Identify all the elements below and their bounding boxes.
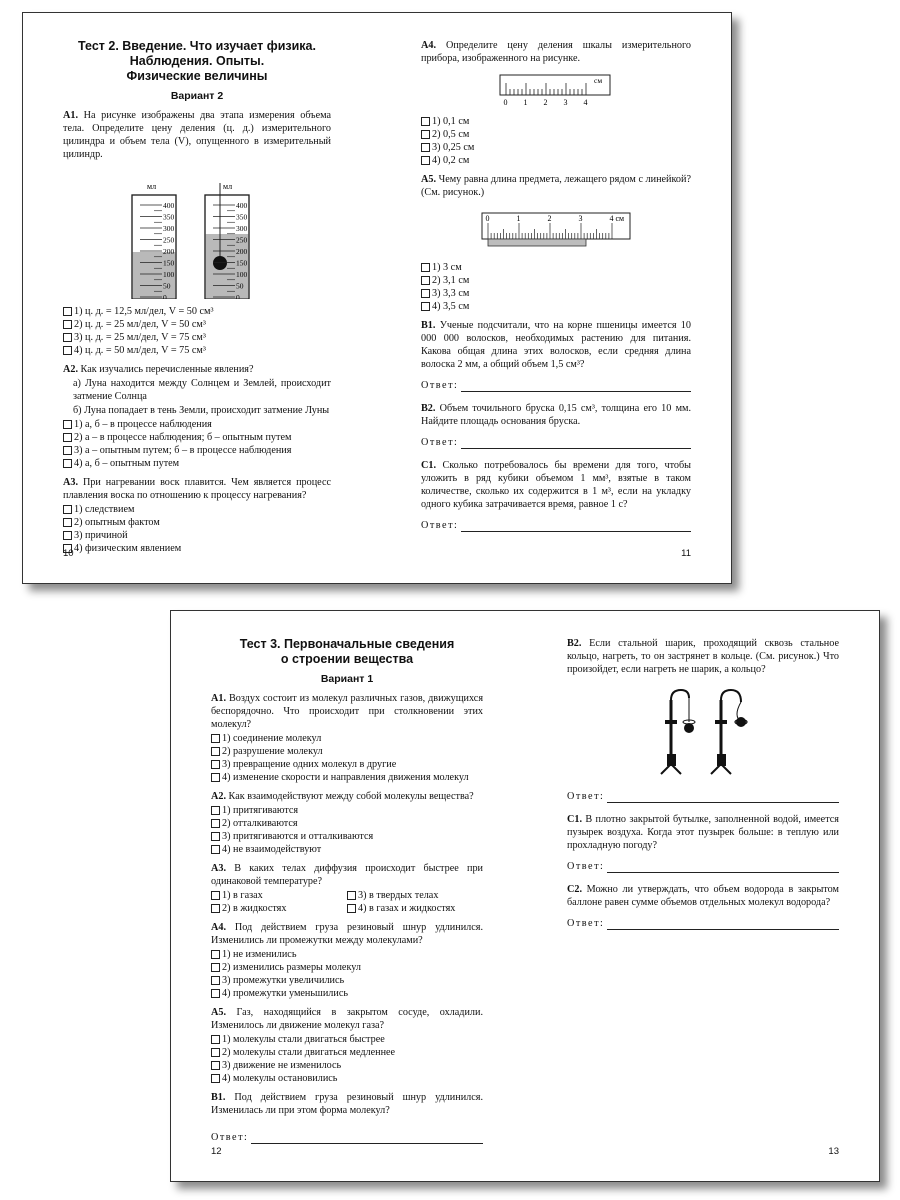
checkbox[interactable] <box>347 904 356 913</box>
checkbox[interactable] <box>211 989 220 998</box>
variant-label: Вариант 1 <box>320 673 374 685</box>
option-a4-3[interactable]: 3) промежутки увеличились <box>211 974 483 987</box>
cylinder-tick-label: 250 <box>236 235 248 245</box>
checkbox[interactable] <box>211 976 220 985</box>
question-c1: С1. В плотно закрытой бутылке, заполненной водой, имеется пузырек воздуха. Когда этот пузырек больше: в теплую или прохладную погоду? Ответ: <box>567 814 839 872</box>
option-a5-3[interactable]: 3) движение не изменилось <box>211 1059 483 1072</box>
cylinder-before <box>132 182 176 299</box>
option-a3-2[interactable]: 2) опытным фактом <box>63 516 331 529</box>
option-a1-2[interactable]: 2) разрушение молекул <box>211 745 483 758</box>
cylinder-tick-label: 300 <box>236 224 248 233</box>
checkbox[interactable] <box>63 531 72 540</box>
question-c2: С2. Можно ли утверждать, что объем водорода в закрытом баллоне равен сумме объемов отдельных молекул водорода? Ответ: <box>567 884 840 929</box>
checkbox[interactable] <box>211 747 220 756</box>
option-a4-4[interactable]: 4) промежутки уменьшились <box>211 987 483 1000</box>
option-a5-2[interactable]: 2) молекулы стали двигаться медленнее <box>211 1046 483 1059</box>
checkbox[interactable] <box>211 904 220 913</box>
question-a4: А4. Под действием груза резиновый шнур удлинился. Изменились ли промежутки между молекулами? 1) не изменились 2) изменились размеры молекул 3) промежутки увеличились 4) промежутки уменьшились <box>211 922 483 999</box>
variant-label: Вариант 2 <box>170 90 224 102</box>
checkbox[interactable] <box>211 819 220 828</box>
option-a4-1[interactable]: 1) 0,1 см <box>421 115 691 128</box>
stand-ball-through-ring <box>661 690 695 774</box>
option-a4-1[interactable]: 1) не изменились <box>211 948 483 961</box>
option-a1-3[interactable]: 3) превращение одних молекул в другие <box>211 758 483 771</box>
cylinder-tick-label: 100 <box>163 270 175 279</box>
cylinder-tick-label: 50 <box>163 281 171 291</box>
question-a3: А3. В каких телах диффузия происходит быстрее при одинаковой температуре? 1) в газах 3) в твердых телах 2) в жидкостях 4) в газах и жидкостях <box>211 863 483 914</box>
option-a5-1[interactable]: 1) молекулы стали двигаться быстрее <box>211 1033 483 1046</box>
cylinder-tick-label: 50 <box>236 281 244 291</box>
cylinder-tick-label: 400 <box>163 201 175 210</box>
checkbox[interactable] <box>211 891 220 900</box>
checkbox[interactable] <box>211 950 220 959</box>
checkbox[interactable] <box>421 156 430 165</box>
measuring-cylinders-figure <box>117 167 277 299</box>
question-a1: А1. Воздух состоит из молекул различных газов, движущихся беспорядочно. Что происходит при столкновении этих молекул? 1) соединение молекул 2) разрушение молекул 3) превращение одних молекул в другие 4) изменение скорости и направления движения молекул <box>211 693 484 783</box>
page-12 <box>211 637 483 1150</box>
checkbox[interactable] <box>421 130 430 139</box>
question-a4: А4. Определите цену деления шкалы измерительного прибора, изображенного на рисунке. см 0 1 2 3 4 1) 0,1 см 2) 0,5 см 3) 0,25 см 4) 0,2 см <box>421 40 692 166</box>
option-a1-1[interactable]: 1) соединение молекул <box>211 732 483 745</box>
checkbox[interactable] <box>421 263 430 272</box>
option-a1-4[interactable]: 4) изменение скорости и направления движения молекул <box>211 771 483 784</box>
answer-field-c1[interactable]: Ответ: <box>567 860 839 873</box>
scale-tick-label: 3 <box>563 98 568 107</box>
option-a3-4[interactable]: 4) физическим явлением <box>63 542 331 555</box>
option-a5-1[interactable]: 1) 3 см <box>421 261 691 274</box>
checkbox[interactable] <box>421 302 430 311</box>
option-a2-3[interactable]: 3) а – опытным путем; б – в процессе наблюдения <box>63 444 331 457</box>
option-a4-2[interactable]: 2) изменились размеры молекул <box>211 961 483 974</box>
checkbox[interactable] <box>63 505 72 514</box>
option-a1-4[interactable]: 4) ц. д. = 50 мл/дел, V = 75 см³ <box>63 344 331 357</box>
ruler-tick-label: 2 <box>547 214 552 223</box>
checkbox[interactable] <box>421 276 430 285</box>
svg-text:мл: мл <box>223 182 233 191</box>
cylinder-tick-label: 100 <box>236 270 248 279</box>
question-b1: В1. Под действием груза резиновый шнур удлинился. Изменилась ли при этом форма молекул? Ответ: <box>211 1092 483 1143</box>
checkbox[interactable] <box>421 289 430 298</box>
cylinder-tick-label: 150 <box>236 258 248 268</box>
checkbox[interactable] <box>347 891 356 900</box>
answer-field-b2[interactable]: Ответ: <box>567 790 839 803</box>
option-a5-3[interactable]: 3) 3,3 см <box>421 287 691 300</box>
answer-field-c2[interactable]: Ответ: <box>567 917 839 930</box>
ruler-tick-label: 4 см <box>609 214 625 223</box>
option-a2-1[interactable]: 1) притягиваются <box>211 804 483 817</box>
book-spread-test-3 <box>170 610 880 1182</box>
option-a1-2[interactable]: 2) ц. д. = 25 мл/дел, V = 50 см³ <box>63 318 331 331</box>
answer-field-b1[interactable]: Ответ: <box>421 379 691 392</box>
cylinder-tick-label: 200 <box>236 247 248 256</box>
option-a2-2[interactable]: 2) отталкиваются <box>211 817 483 830</box>
page-number: 12 <box>211 1146 222 1157</box>
option-a1-3[interactable]: 3) ц. д. = 25 мл/дел, V = 75 см³ <box>63 331 331 344</box>
page-10 <box>63 39 331 561</box>
ruler-tick-label: 1 <box>516 214 521 223</box>
measured-object <box>488 239 586 246</box>
checkbox[interactable] <box>211 760 220 769</box>
question-c1: С1. Сколько потребовалось бы времени для того, чтобы уложить в ряд кубики объемом 1 мм³, взятые в таком количестве, сколько их содержится в 1 м³, если на укладку одного кубика затрачивается время, равное 1 с? Ответ: <box>421 460 692 531</box>
cylinder-tick-label: 200 <box>163 247 175 256</box>
test-3-title: Тест 3. Первоначальные сведения о строении вещества <box>239 637 455 666</box>
cylinder-tick-label: 350 <box>236 212 248 222</box>
question-b2: В2. Если стальной шарик, проходящий сквозь стальное кольцо, нагреть, то он застрянет в кольце. (См. рисунок.) Что произойдет, если нагреть не шарик, а кольцо? Ответ: <box>567 638 839 802</box>
cylinder-tick-label: 250 <box>163 235 175 245</box>
option-a4-4[interactable]: 4) 0,2 см <box>421 154 691 167</box>
checkbox[interactable] <box>211 806 220 815</box>
cylinder-tick-label: 0 <box>236 293 240 299</box>
ruler-figure <box>476 205 636 255</box>
stand-ball-stuck-in-ring <box>711 690 747 774</box>
checkbox[interactable] <box>211 963 220 972</box>
option-a3-1[interactable]: 1) следствием <box>63 503 331 516</box>
checkbox[interactable] <box>63 333 72 342</box>
ruler-tick-label: 3 <box>578 214 583 223</box>
question-b2: В2. Объем точильного бруска 0,15 см³, толщина его 10 мм. Найдите площадь основания бруска. Ответ: <box>421 403 692 448</box>
page-number: 13 <box>828 1146 839 1157</box>
checkbox[interactable] <box>211 1035 220 1044</box>
option-a2-4[interactable]: 4) не взаимодействуют <box>211 843 483 856</box>
question-a2: А2. Как взаимодействуют между собой молекулы вещества? 1) притягиваются 2) отталкиваются 3) притягиваются и отталкиваются 4) не взаимодействуют <box>211 790 483 856</box>
option-a3-3[interactable]: 3) причиной <box>63 529 331 542</box>
ball-and-ring-figure <box>633 682 773 782</box>
book-spread-test-2 <box>22 12 732 584</box>
option-a2-4[interactable]: 4) а, б – опытным путем <box>63 457 331 470</box>
checkbox[interactable] <box>211 1074 220 1083</box>
checkbox[interactable] <box>421 143 430 152</box>
option-a3-4[interactable]: 4) в газах и жидкостях <box>347 902 483 915</box>
scale-tick-label: 1 <box>523 98 528 107</box>
cylinder-tick-label: 0 <box>163 293 167 299</box>
checkbox[interactable] <box>63 320 72 329</box>
checkbox[interactable] <box>63 433 72 442</box>
checkbox[interactable] <box>211 845 220 854</box>
answer-field-c1[interactable]: Ответ: <box>421 519 691 532</box>
answer-field-b2[interactable]: Ответ: <box>421 436 691 449</box>
option-a3-3[interactable]: 3) в твердых телах <box>347 889 483 902</box>
option-a5-4[interactable]: 4) 3,5 см <box>421 300 691 313</box>
checkbox[interactable] <box>211 832 220 841</box>
answer-field-b1[interactable]: Ответ: <box>211 1131 483 1144</box>
checkbox[interactable] <box>63 346 72 355</box>
checkbox[interactable] <box>63 420 72 429</box>
page-number: 10 <box>63 548 74 559</box>
checkbox[interactable] <box>63 518 72 527</box>
svg-text:мл: мл <box>147 182 157 191</box>
question-a2: А2. Как изучались перечисленные явления? а) Луна находится между Солнцем и Землей, происходит затмение Солнца б) Луна попадает в тень Земли, происходит затмение Луны 1) а, б – в процессе наблюдения 2) а – в процессе наблюдения; б – опытным путем 3) а – опытным путем; б – в процессе наблюдения 4) а, б – опытным путем <box>63 364 331 469</box>
checkbox[interactable] <box>421 117 430 126</box>
question-a1: А1. На рисунке изображены два этапа измерения объема тела. Определите цену деления (ц. д.) измерительного цилиндра и объем тела (V), опущенного в измерительный цилиндр. мл 400 350 300 250 200 150 100 50 0 мл 400 350 300 250 200 150 100 50 0 1) ц. д. = 12,5 мл/дел, V = 50 см³ 2) ц. д. = 25 мл/дел, V = 50 см³ 3) ц. д. = 25 мл/дел, V = 75 см³ 4) ц. д. = 50 мл/дел, V = 75 см³ <box>63 110 331 356</box>
checkbox[interactable] <box>63 446 72 455</box>
test-2-title: Тест 2. Введение. Что изучает физика. Наблюдения. Опыты. Физические величины <box>78 39 316 83</box>
option-a5-2[interactable]: 2) 3,1 см <box>421 274 691 287</box>
checkbox[interactable] <box>211 734 220 743</box>
option-a4-2[interactable]: 2) 0,5 см <box>421 128 691 141</box>
page-11 <box>421 39 691 538</box>
page-13 <box>567 637 839 936</box>
checkbox[interactable] <box>211 1061 220 1070</box>
question-a5: А5. Газ, находящийся в закрытом сосуде, охладили. Изменилось ли движение молекул газа? 1) молекулы стали двигаться быстрее 2) молекулы стали двигаться медленнее 3) движение не изменилось 4) молекулы остановились <box>211 1007 483 1084</box>
option-a1-1[interactable]: 1) ц. д. = 12,5 мл/дел, V = 50 см³ <box>63 305 331 318</box>
ruler-tick-label: 0 <box>485 214 490 223</box>
option-a2-1[interactable]: 1) а, б – в процессе наблюдения <box>63 418 331 431</box>
svg-text:см: см <box>594 76 603 85</box>
option-a2-3[interactable]: 3) притягиваются и отталкиваются <box>211 830 483 843</box>
scale-tick-label: 2 <box>543 98 548 107</box>
question-b1: В1. Ученые подсчитали, что на корне пшеницы имеется 10 000 000 волосков, необходимых растению для питания. Какова общая длина этих волосков, если средняя длина волоска 2 мм, а общий объем 1,5 см³? Ответ: <box>421 320 691 391</box>
cylinder-tick-label: 300 <box>163 224 175 233</box>
checkbox[interactable] <box>211 773 220 782</box>
cylinder-after <box>205 182 249 299</box>
checkbox[interactable] <box>211 1048 220 1057</box>
option-a3-2[interactable]: 2) в жидкостях <box>211 902 347 915</box>
scale-tick-label: 0 <box>503 98 508 107</box>
option-a4-3[interactable]: 3) 0,25 см <box>421 141 691 154</box>
question-a3: А3. При нагревании воск плавится. Чем является процесс плавления воска по отношению к процессу нагревания? 1) следствием 2) опытным фактом 3) причиной 4) физическим явлением <box>63 477 332 554</box>
option-a5-4[interactable]: 4) молекулы остановились <box>211 1072 483 1085</box>
scale-tick-label: 4 <box>583 98 588 107</box>
question-a5: А5. Чему равна длина предмета, лежащего рядом с линейкой? (См. рисунок.) 0 1 2 3 4 см 1) 3 см 2) 3,1 см 3) 3,3 см 4) 3,5 см <box>421 174 692 312</box>
checkbox[interactable] <box>63 459 72 468</box>
measuring-scale-figure <box>496 71 616 109</box>
page-number: 11 <box>681 548 691 559</box>
checkbox[interactable] <box>63 307 72 316</box>
cylinder-tick-label: 400 <box>236 201 248 210</box>
option-a3-1[interactable]: 1) в газах <box>211 889 347 902</box>
cylinder-tick-label: 350 <box>163 212 175 222</box>
cylinder-tick-label: 150 <box>163 258 175 268</box>
option-a2-2[interactable]: 2) а – в процессе наблюдения; б – опытным путем <box>63 431 331 444</box>
